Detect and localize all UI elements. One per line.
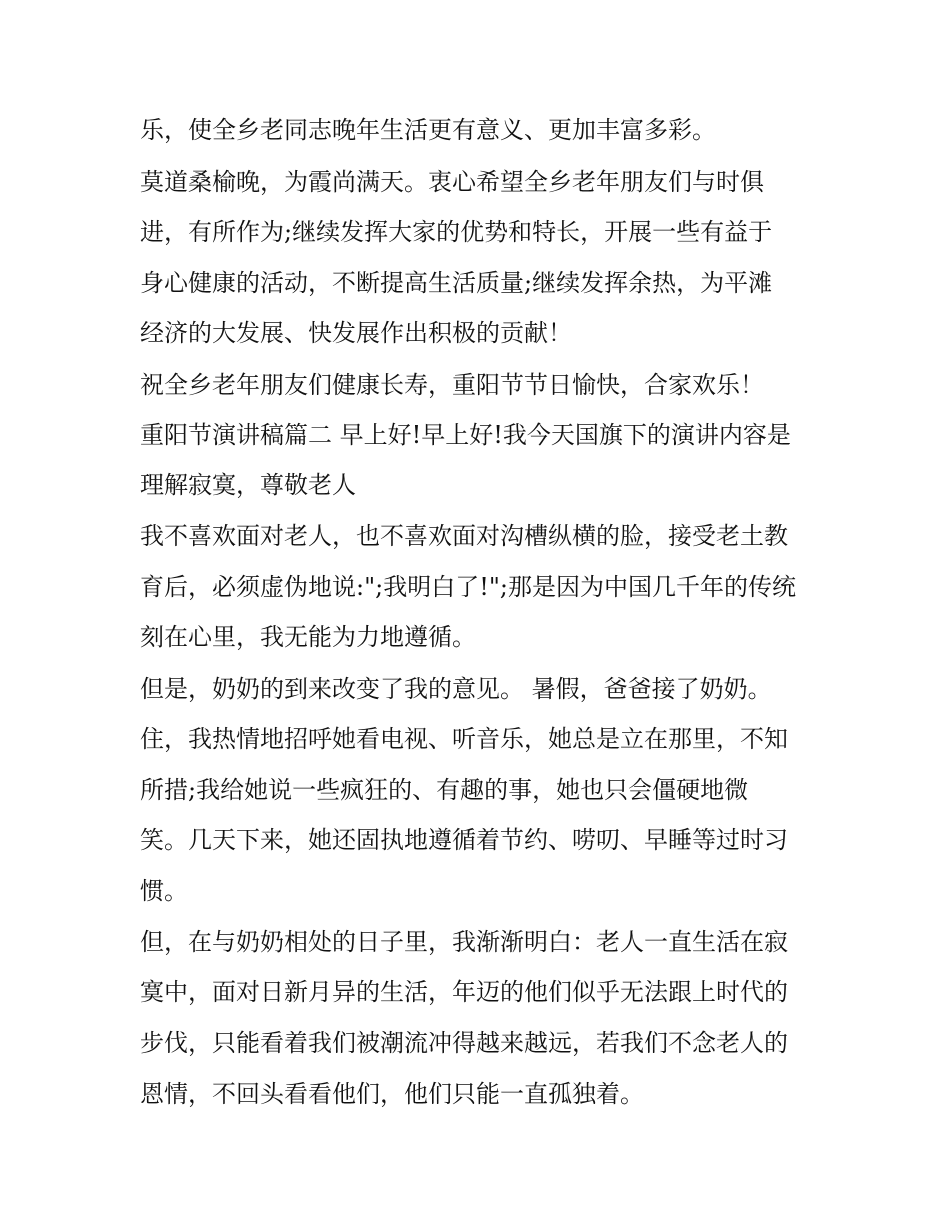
text-line: 惯。 <box>140 877 188 905</box>
text-line: 育后，必须虚伪地说:";我明白了!";那是因为中国几千年的传统 <box>140 573 796 601</box>
text-line: 但，在与奶奶相处的日子里，我渐渐明白：老人一直生活在寂 <box>140 928 788 956</box>
text-line: 笑。几天下来，她还固执地遵循着节约、唠叨、早睡等过时习 <box>140 826 788 854</box>
text-line: 刻在心里，我无能为力地遵循。 <box>140 623 476 651</box>
text-line: 寞中，面对日新月异的生活，年迈的他们似乎无法跟上时代的 <box>140 978 788 1006</box>
text-line: 恩情，不回头看看他们，他们只能一直孤独着。 <box>140 1080 644 1108</box>
text-line: 祝全乡老年朋友们健康长寿，重阳节节日愉快，合家欢乐！ <box>140 371 764 399</box>
text-line: 经济的大发展、快发展作出积极的贡献！ <box>140 319 572 347</box>
text-line: 莫道桑榆晚，为霞尚满天。衷心希望全乡老年朋友们与时俱 <box>140 168 764 196</box>
text-line: 进，有所作为;继续发挥大家的优势和特长，开展一些有益于 <box>140 218 773 246</box>
text-line: 但是，奶奶的到来改变了我的意见。 暑假，爸爸接了奶奶。 <box>140 675 772 703</box>
text-line: 身心健康的活动，不断提高生活质量;继续发挥余热，为平滩 <box>140 269 773 297</box>
text-line: 步伐，只能看着我们被潮流冲得越来越远，若我们不念老人的 <box>140 1029 788 1057</box>
text-line: 所措;我给她说一些疯狂的、有趣的事，她也只会僵硬地微 <box>140 776 749 804</box>
text-line: 乐，使全乡老同志晚年生活更有意义、更加丰富多彩。 <box>140 116 716 144</box>
text-line: 我不喜欢面对老人，也不喜欢面对沟槽纵横的脸，接受老土教 <box>140 522 788 550</box>
text-line: 住，我热情地招呼她看电视、听音乐，她总是立在那里，不知 <box>140 725 788 753</box>
text-line: 理解寂寞，尊敬老人 <box>140 471 356 499</box>
text-line: 重阳节演讲稿篇二 早上好!早上好!我今天国旗下的演讲内容是 <box>140 421 791 449</box>
